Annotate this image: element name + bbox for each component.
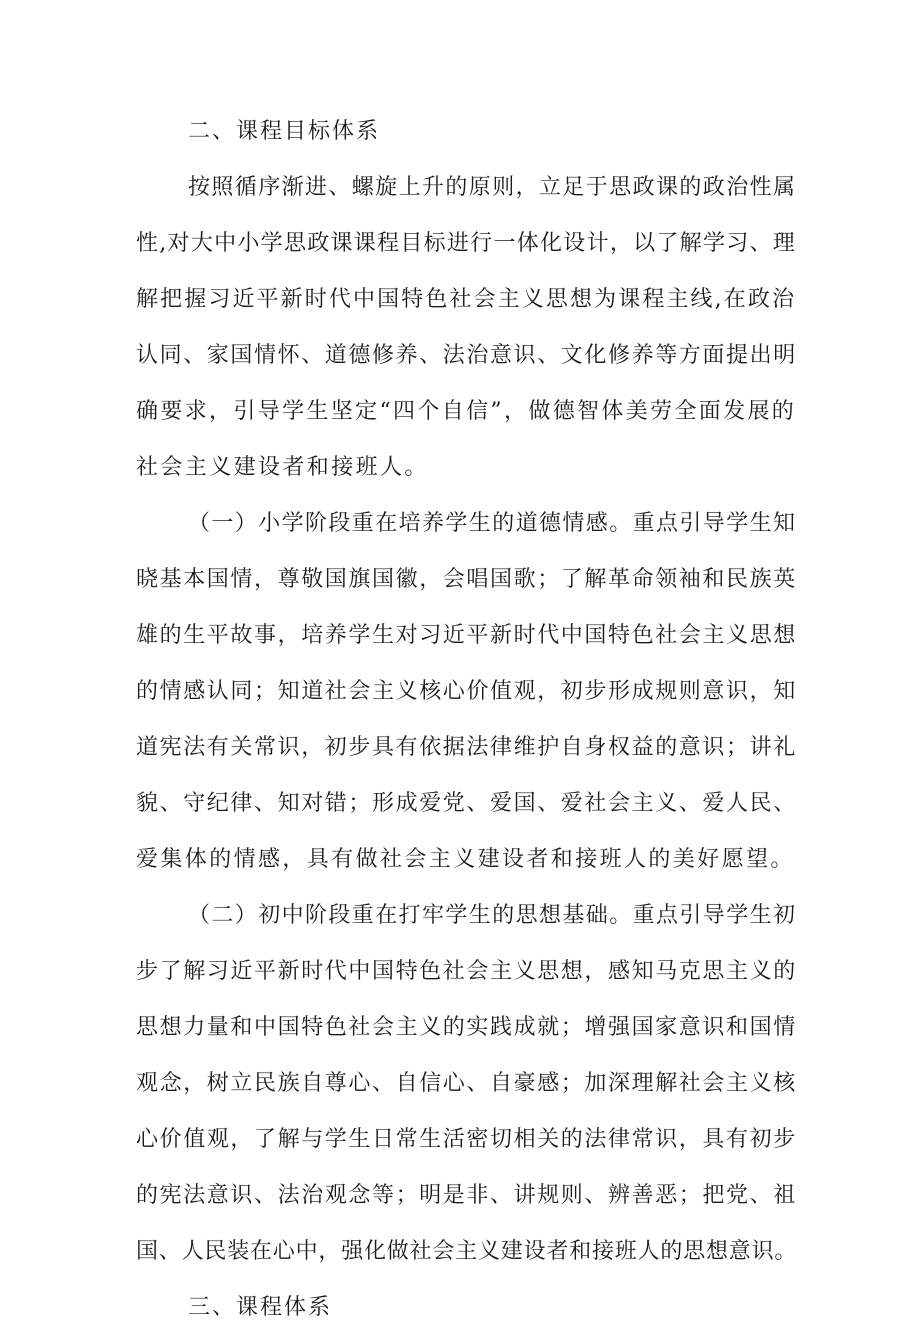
text-line: 性,对大中小学思政课课程目标进行一体化设计，以了解学习、理	[136, 231, 796, 256]
text-line: 思想力量和中国特色社会主义的实践成就；增强国家意识和国情	[136, 1015, 797, 1040]
paragraph-primary-school	[136, 496, 796, 888]
text-line: 按照循序渐进、螺旋上升的原则，立足于思政课的政治性属	[188, 175, 797, 200]
text-line: 的情感认同；知道社会主义核心价值观，初步形成规则意识，知	[136, 679, 797, 704]
text-line: 社会主义建设者和接班人。	[136, 455, 429, 480]
text-line: 雄的生平故事，培养学生对习近平新时代中国特色社会主义思想	[136, 623, 797, 648]
text-line: 的宪法意识、法治观念等；明是非、讲规则、辨善恶；把党、祖	[136, 1183, 797, 1208]
section-heading-course-system: 三、课程体系	[188, 1295, 333, 1320]
text-line: 认同、家国情怀、道德修养、法治意识、文化修养等方面提出明	[136, 343, 797, 368]
text-line: （一）小学阶段重在培养学生的道德情感。重点引导学生知	[188, 511, 797, 536]
section-heading-course-goals: 二、课程目标体系	[188, 119, 381, 144]
text-line: 步了解习近平新时代中国特色社会主义思想，感知马克思主义的	[136, 959, 797, 984]
text-line: （二）初中阶段重在打牢学生的思想基础。重点引导学生初	[188, 903, 797, 928]
text-line: 爱集体的情感，具有做社会主义建设者和接班人的美好愿望。	[136, 847, 795, 872]
paragraph-principles	[136, 160, 796, 496]
text-line: 晓基本国情，尊敬国旗国徽，会唱国歌；了解革命领袖和民族英	[136, 567, 797, 592]
document-page	[136, 104, 796, 1336]
text-line: 道宪法有关常识，初步具有依据法律维护自身权益的意识；讲礼	[136, 735, 797, 760]
text-line: 观念，树立民族自尊心、自信心、自豪感；加深理解社会主义核	[136, 1071, 797, 1096]
text-line: 心价值观，了解与学生日常生活密切相关的法律常识，具有初步	[136, 1127, 797, 1152]
text-line: 貌、守纪律、知对错；形成爱党、爱国、爱社会主义、爱人民、	[136, 791, 797, 816]
text-line: 解把握习近平新时代中国特色社会主义思想为课程主线,在政治	[136, 287, 796, 312]
paragraph-middle-school	[136, 888, 796, 1280]
text-line: 国、人民装在心中，强化做社会主义建设者和接班人的思想意识。	[136, 1239, 798, 1264]
text-line: 确要求，引导学生坚定“四个自信”，做德智体美劳全面发展的	[136, 399, 796, 424]
